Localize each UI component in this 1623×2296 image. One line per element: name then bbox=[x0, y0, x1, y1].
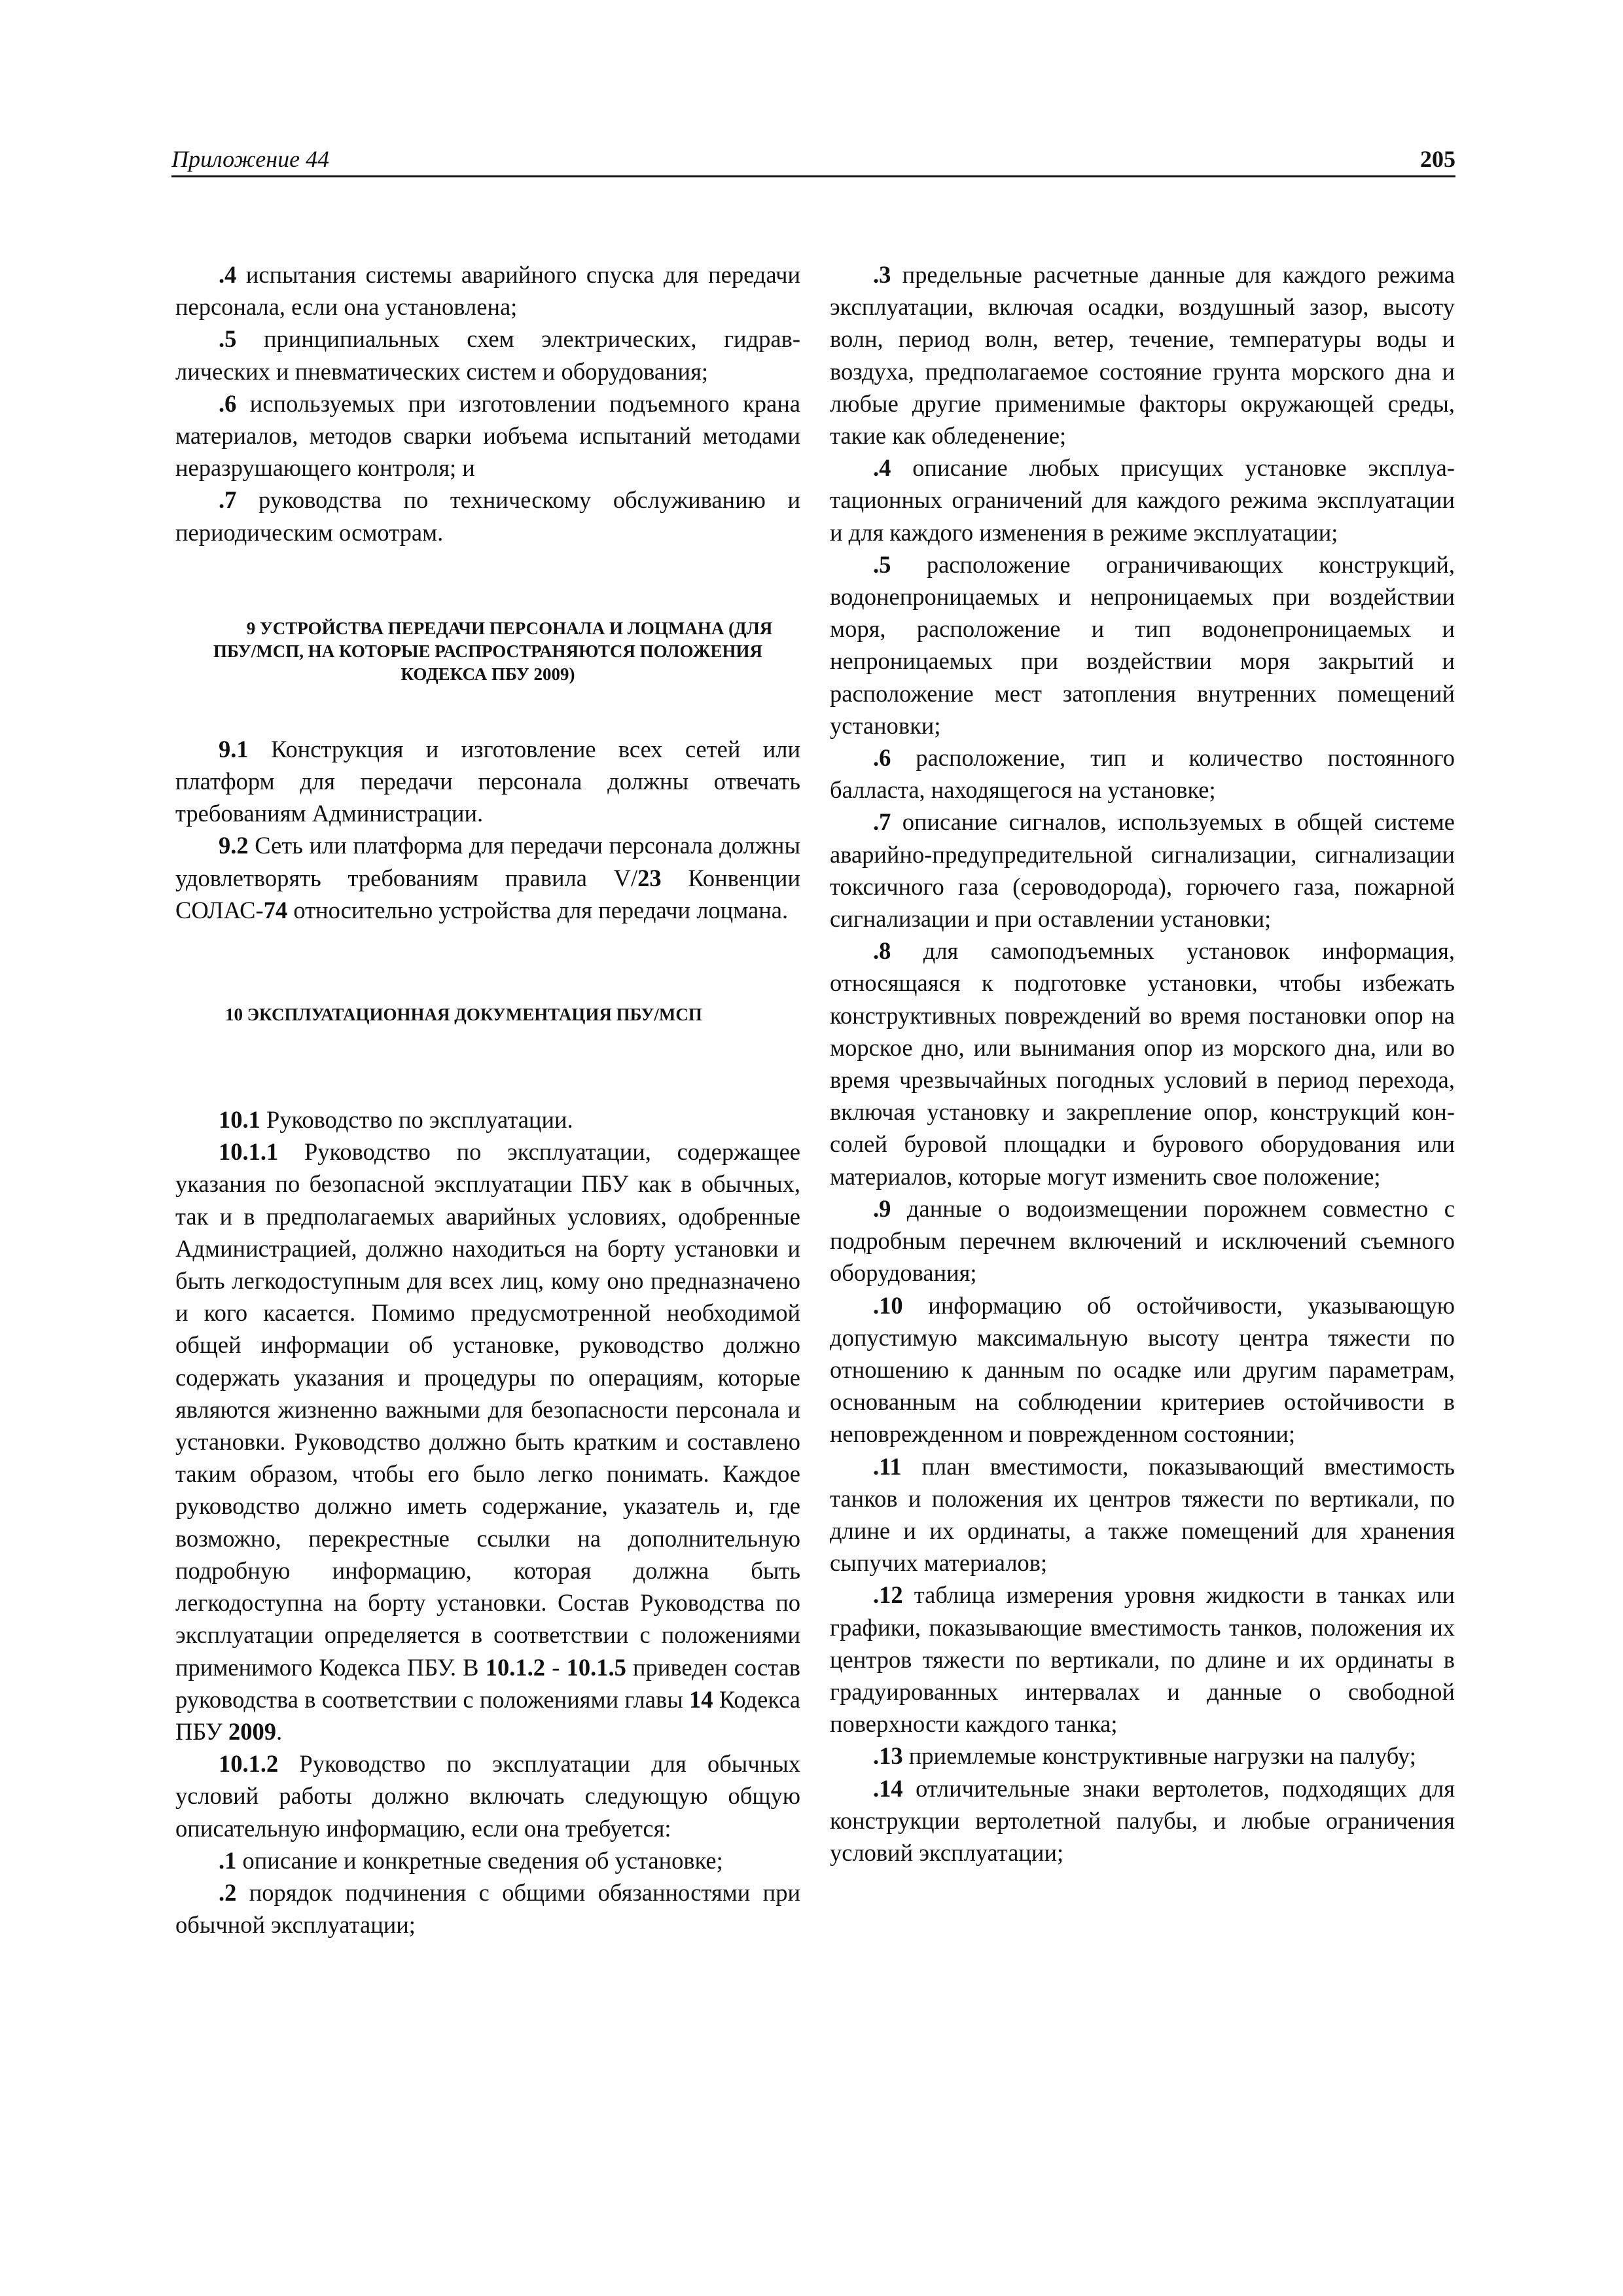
paragraph-r-3: .3 предельные расчетные данные для каждого режима эксплуатации, включая осадки, воздушный зазор, высоту волн, период волн, ветер, течение, температуры воды и воздуха, предполагаемое состояние грунта морского дна и любые другие применимые факторы окружающей среды, такие как обледенение; bbox=[830, 261, 1455, 450]
paragraph-r-6: .6 расположение, тип и количество постоянного балласта, находящегося на установке; bbox=[830, 744, 1455, 804]
paragraph-sub-1: .1 описание и конкретные сведения об установке; bbox=[219, 1846, 723, 1874]
paragraph-sub-2: .2 порядок подчинения с общими обязанностями при обычной эксплуатации; bbox=[175, 1878, 800, 1939]
right-column bbox=[830, 259, 1455, 1869]
section-10-heading: 10 ЭКСПЛУАТАЦИОННАЯ ДОКУМЕНТАЦИЯ ПБУ/МСП bbox=[225, 1005, 702, 1025]
paragraph-r-10: .10 информацию об остойчивости, указывающую допустимую максимальную высоту центра тяжести по отношению к данным по осадке или другим параметрам, основанным на соблюдении критериев остойчивости в неповрежденном и поврежденном состоянии; bbox=[830, 1291, 1455, 1448]
paragraph-r-14: .14 отличительные знаки вертолетов, подходящих для конструкции вертолетной палубы, и любые ограничения условий эксплуатации; bbox=[830, 1774, 1455, 1866]
paragraph-r-7: .7 описание сигналов, используемых в общей системе аварийно-предупредительной сигнализации, сигнализации токсичного газа (сероводорода), горючего газа, пожарной сигнализации и при оставлении установки; bbox=[830, 808, 1455, 933]
appendix-label: Приложение 44 bbox=[171, 146, 330, 172]
paragraph-r-13: .13 приемлемые конструктивные нагрузки на палубу; bbox=[873, 1742, 1416, 1770]
paragraph-r-9: .9 данные о водоизмещении порожнем совместно с подробным перечнем включений и исключений съемного оборудования; bbox=[830, 1194, 1455, 1287]
paragraph-r-12: .12 таблица измерения уровня жидкости в танках или графики, показывающие вместимость танков, положения их центров тяжести по вертикали, по длине и их ординаты в градуированных интервалах и данные о свободной поверхности каждого танка; bbox=[830, 1581, 1455, 1738]
section-9-heading: 9 УСТРОЙСТВА ПЕРЕДАЧИ ПЕРСОНАЛА И ЛОЦМАНА (ДЛЯ ПБУ/МСП, НА КОТОРЫЕ РАСПРОСТРАНЯЮТСЯ ПОЛОЖЕНИЯ КОДЕКСА ПБУ 2009) bbox=[213, 618, 773, 684]
paragraph-10-1-1: 10.1.1 Руководство по эксплуатации, содержащее указания по безопасной эксплуатации ПБУ как в обычных, так и в предполагаемых аварийных условиях, одобренные Администрацией, должно находиться на борту установки и быть легкодоступным для всех лиц, кому оно предназначено и кого касается. Помимо предусмотренной необходимой общей информации об установке, руководство должно содержать указания и процедуры по операциям, которые являются жизненно важными для безопасности персонала и установки. Руководство должно быть кратким и составлено таким образом, чтобы его было легко понимать. Каждое руководство должно иметь содержание, указатель и, где возможно, перекрестные ссылки на дополнительную подробную информацию, которая должна быть легкодоступна на борту установки. Состав Руководства по эксплуатации определяется в соответствии с положениями применимого Кодекса ПБУ. В 10.1.2 - 10.1.5 приведен состав руководства в соответствии с положениями главы 14 Кодекса ПБУ 2009. bbox=[175, 1138, 800, 1745]
paragraph-r-11: .11 план вместимости, показывающий вместимость танков и положения их центров тяжести по вертикали, по длине и их ординаты, а также помещений для хранения сыпучих материалов; bbox=[830, 1452, 1455, 1577]
paragraph-10-1: 10.1 Руководство по эксплуатации. bbox=[219, 1106, 573, 1134]
paragraph-item-5: .5 принципиальных схем электрических, гидравлических и пневматических систем и оборудования; bbox=[175, 325, 800, 385]
paragraph-r-5: .5 расположение ограничивающих конструкций, водонепроницаемых и непроницаемых при воздействии моря, расположение и тип водонепроницаемых и непроницаемых при воздействии моря закрытий и расположение мест затопления внутренних помещений установки; bbox=[830, 550, 1455, 739]
paragraph-item-4: .4 испытания системы аварийного спуска для передачи персонала, если она установлена; bbox=[175, 261, 800, 321]
paragraph-item-7: .7 руководства по техническому обслуживанию и периодическим осмотрам. bbox=[175, 486, 800, 546]
header-rule bbox=[171, 175, 1455, 177]
left-column bbox=[175, 259, 800, 1941]
paragraph-r-8: .8 для самоподъемных установок информация, относящаяся к подготовке установки, чтобы избежать конструктивных повреждений во время постановки опор на морское дно, или вынимания опор из морского дна, или во время чрезвычайных погодных условий в период перехода, включая установку и закрепление опор, конструкций консолей буровой площадки и бурового оборудования или материалов, которые могут изменить свое положение; bbox=[830, 937, 1455, 1190]
running-header bbox=[171, 145, 1455, 185]
paragraph-10-1-2: 10.1.2 Руководство по эксплуатации для обычных условий работы должно включать следующую общую описательную информацию, если она требуется: bbox=[175, 1750, 800, 1842]
paragraph-9-1: 9.1 Конструкция и изготовление всех сетей или платформ для передачи персонала должны отвечать требованиям Администрации. bbox=[175, 735, 800, 827]
paragraph-item-6: .6 используемых при изготовлении подъемного крана материалов, методов сварки иобъема испытаний методами неразрушающего контроля; и bbox=[175, 389, 800, 482]
paragraph-9-2: 9.2 Сеть или платформа для передачи персонала должны удовлетворять требованиям правила V/23 Конвенции СОЛАС-74 относительно устройства для передачи лоцмана. bbox=[175, 832, 800, 924]
paragraph-r-4: .4 описание любых присущих установке эксплуатационных ограничений для каждого режима эксплуатации и для каждого изменения в режиме эксплуатации; bbox=[830, 454, 1455, 546]
page-number: 205 bbox=[1420, 146, 1455, 172]
